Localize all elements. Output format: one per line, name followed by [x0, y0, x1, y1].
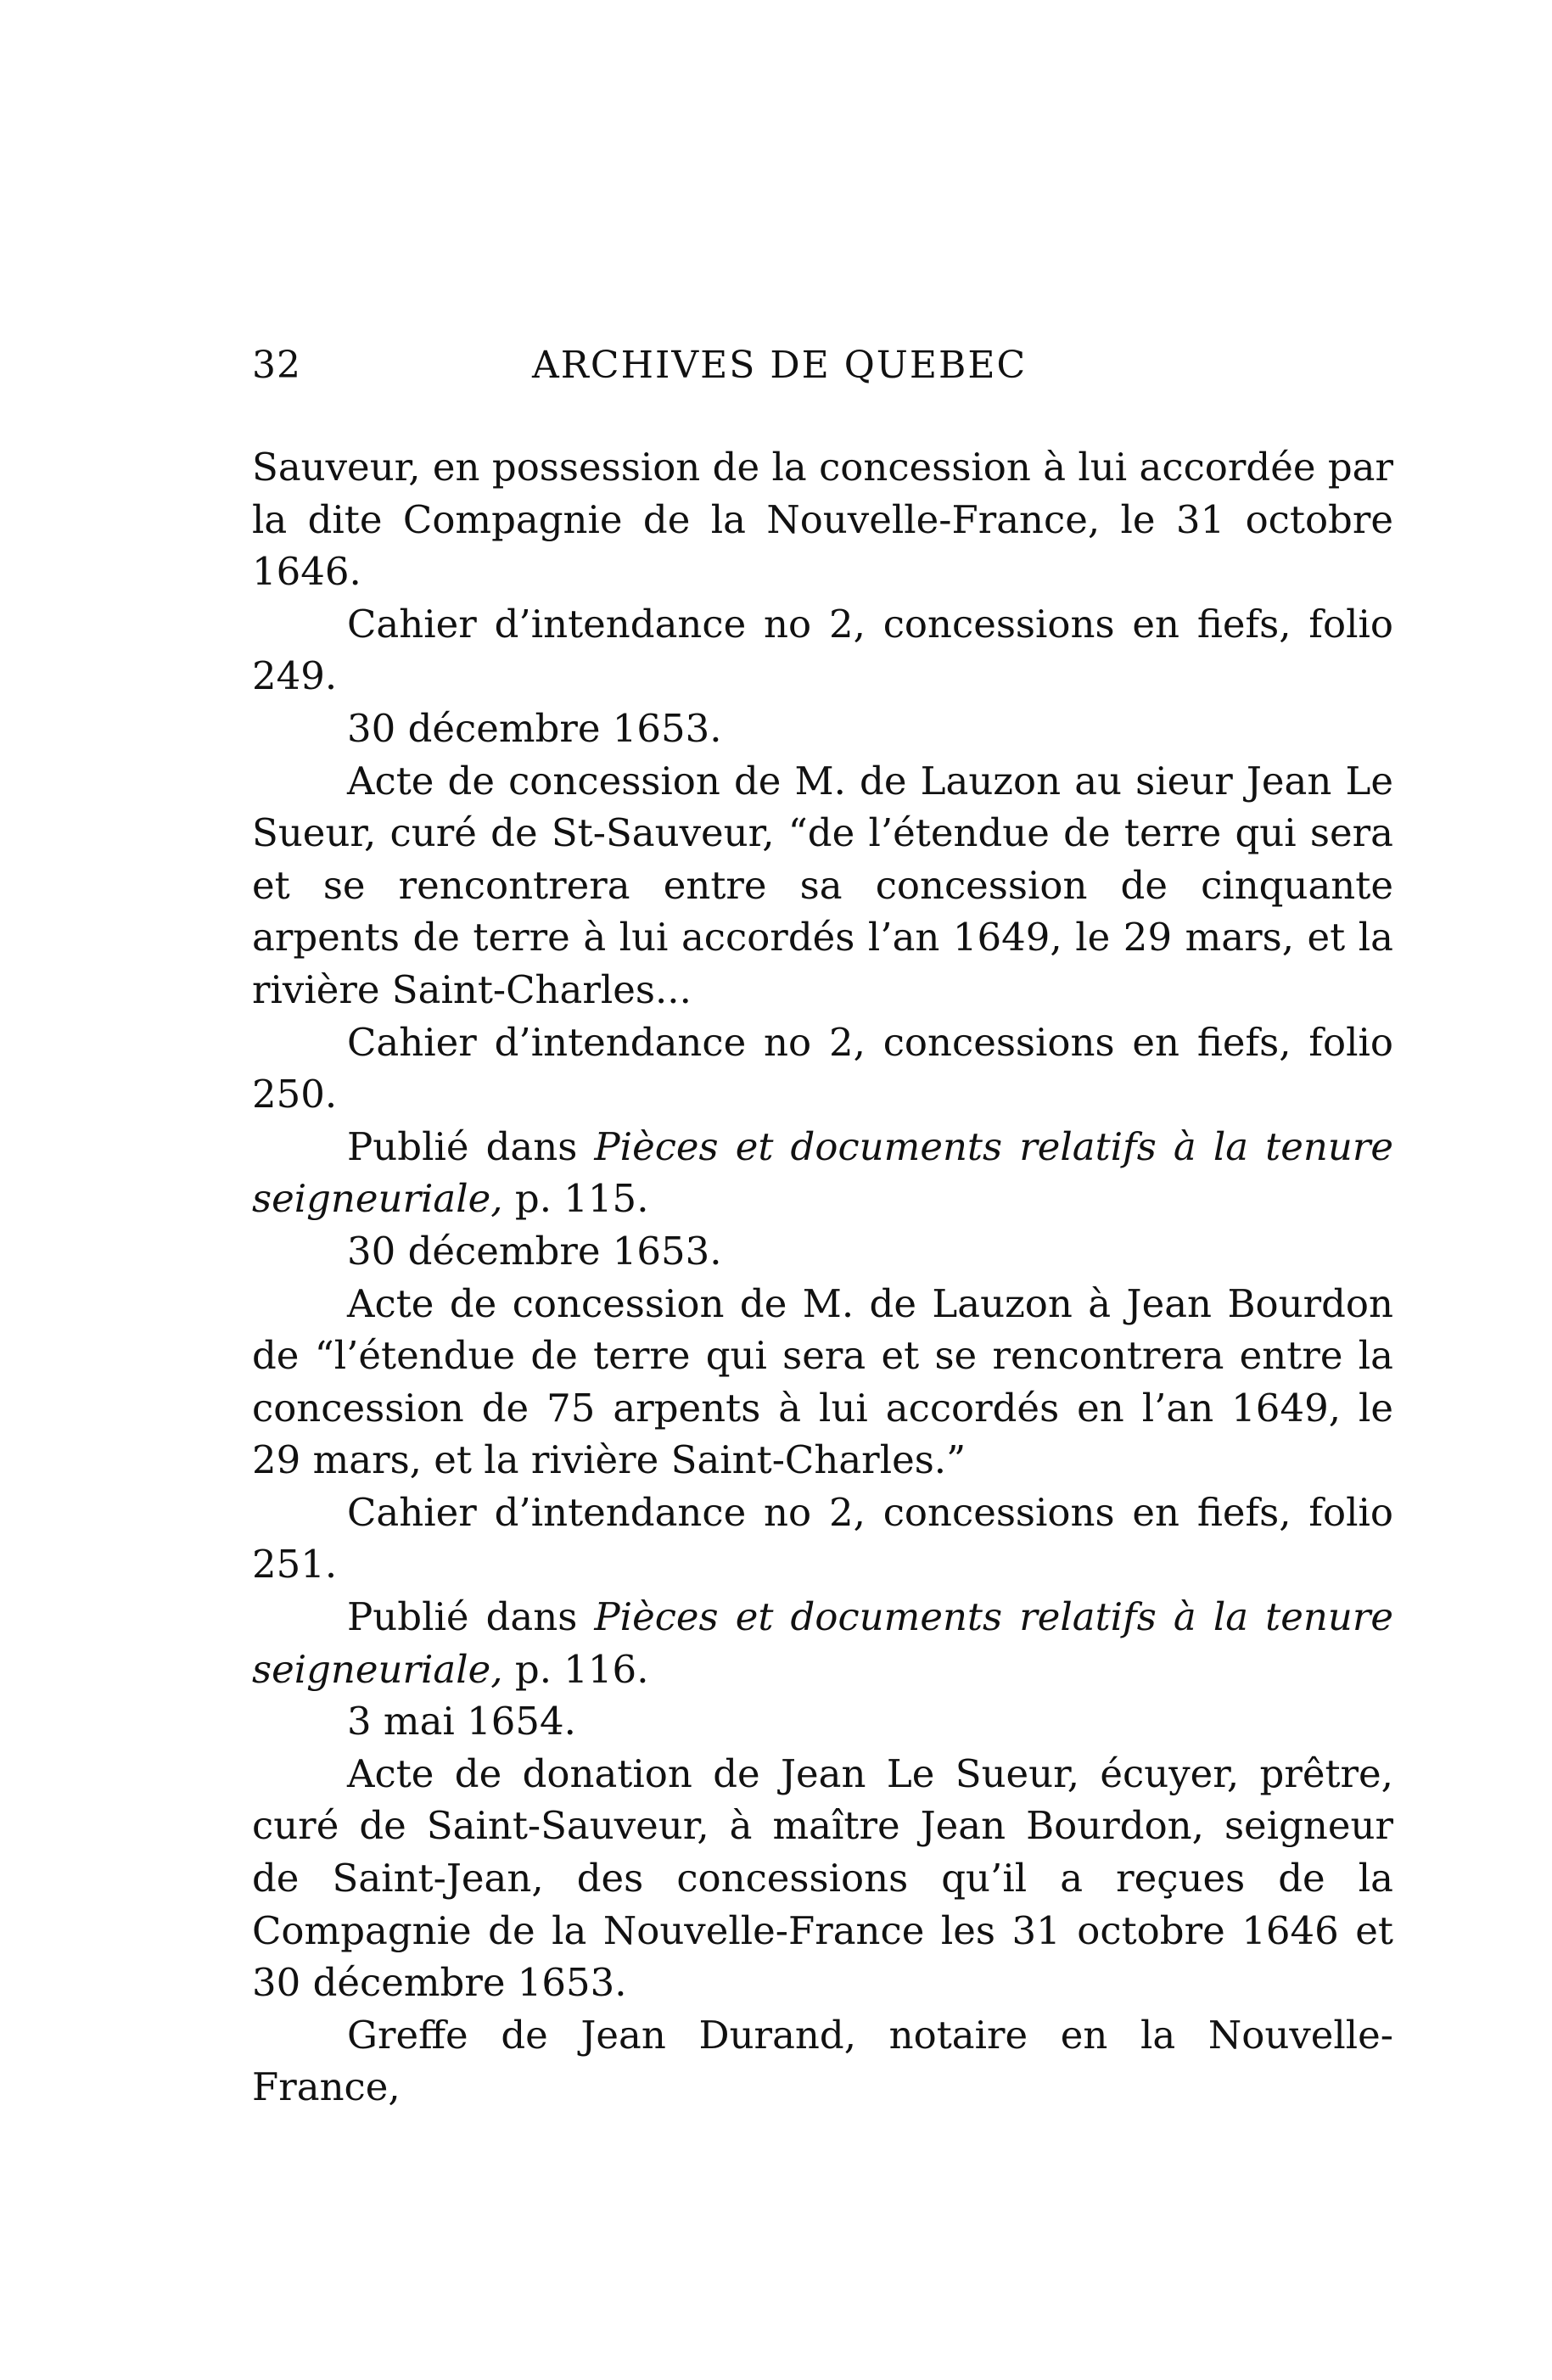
paragraph-date: 3 mai 1654. [347, 1699, 576, 1744]
publication-title: Pièces et documents relatifs à la tenure seigneuriale, [252, 1123, 1393, 1222]
publication-page: p. 116. [502, 1646, 649, 1692]
body-text [252, 441, 1393, 2114]
paragraph-source-reference: Greffe de Jean Durand, notaire en la Nouvelle-France, [252, 2012, 1393, 2110]
paragraph-publication-reference [252, 1591, 1393, 1695]
publication-prefix: Publié dans [347, 1594, 595, 1640]
running-head: ARCHIVES DE QUEBEC [532, 344, 1028, 387]
paragraph-date: 30 décembre 1653. [347, 705, 722, 751]
paragraph-source-reference: Cahier d’intendance no 2, concessions en fiefs, folio 251. [252, 1489, 1393, 1588]
paragraph-deed-description: Acte de concession de M. de Lauzon à Jean Bourdon de “l’étendue de terre qui sera et se rencontrera entre la concession de 75 arpents à lui accordés en l’an 1649, le 29 mars, et la rivière Saint-Charles.” [252, 1280, 1393, 1483]
publication-title: Pièces et documents relatifs à la tenure seigneuriale, [252, 1594, 1393, 1692]
publication-prefix: Publié dans [347, 1123, 595, 1169]
paragraph-continuation: Sauveur, en possession de la concession à lui accordée par la dite Compagnie de la Nouvelle-France, le 31 octobre 1646. [252, 445, 1393, 595]
paragraph-source-reference: Cahier d’intendance no 2, concessions en fiefs, folio 249. [252, 601, 1393, 699]
paragraph-deed-description: Acte de concession de M. de Lauzon au sieur Jean Le Sueur, curé de St-Sauveur, “de l’étendue de terre qui sera et se rencontrera entre sa concession de cinquante arpents de terre à lui accordés l’an 1649, le 29 mars, et la rivière Saint-Charles... [252, 758, 1393, 1012]
paragraph-publication-reference [252, 1121, 1393, 1225]
paragraph-deed-description: Acte de donation de Jean Le Sueur, écuyer, prêtre, curé de Saint-Sauveur, à maître Jean Bourdon, seigneur de Saint-Jean, des concessions qu’il a reçues de la Compagnie de la Nouvelle-France les 31 octobre 1646 et 30 décembre 1653. [252, 1750, 1393, 2006]
publication-page: p. 115. [502, 1176, 649, 1222]
page-header [252, 344, 1393, 403]
paragraph-date: 30 décembre 1653. [347, 1228, 722, 1274]
page-number: 32 [252, 344, 301, 387]
paragraph-source-reference: Cahier d’intendance no 2, concessions en fiefs, folio 250. [252, 1019, 1393, 1117]
